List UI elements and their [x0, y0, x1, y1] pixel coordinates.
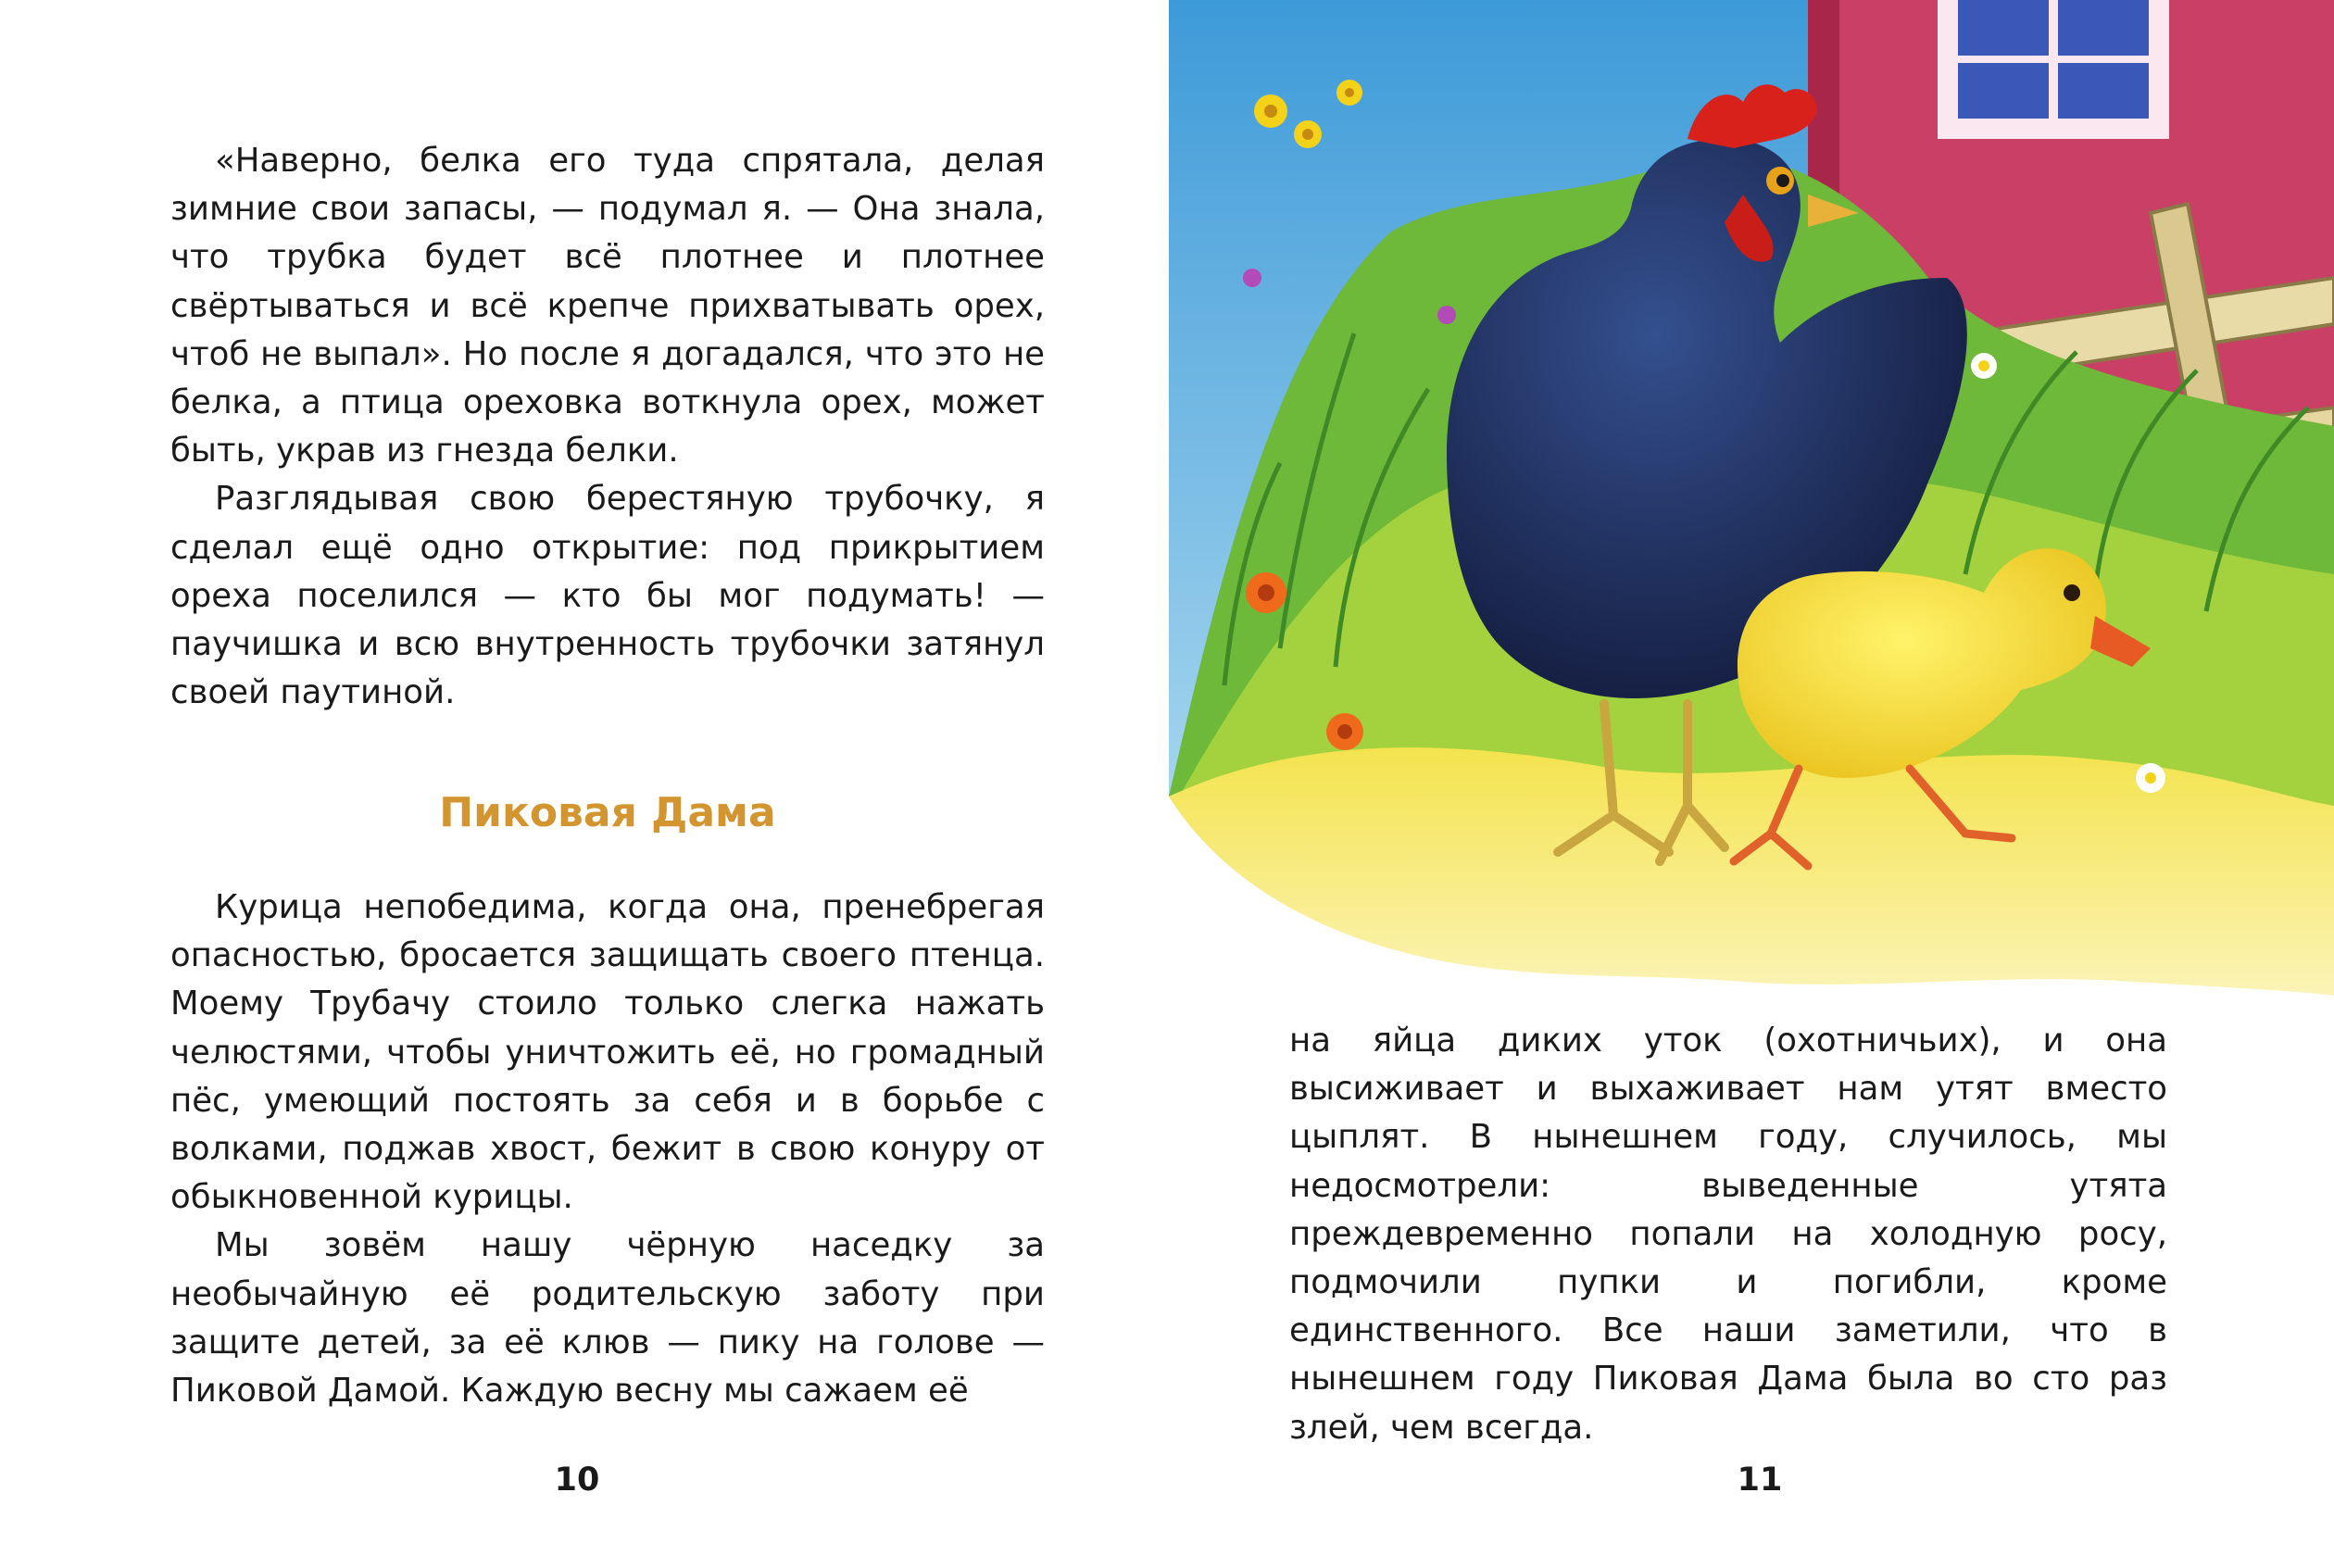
text-block-bottom [170, 884, 1045, 1415]
paragraph: «Наверно, белка его туда спрятала, делая зимние свои запасы, — подумал я. — Она знала, что трубка будет всё плотнее и плотнее свёртываться и всё крепче прихватывать орех, чтоб не выпал». Но после я догадался, что это не белка, а птица ореховка воткнула орех, может быть, украв из гнезда белки. [170, 142, 1045, 470]
paragraph: Мы зовём нашу чёрную наседку за необычайную её родительскую заботу при защите детей, за её клюв — пику на голове — Пиковой Дамой. Каждую весну мы сажаем её [170, 1226, 1045, 1411]
page-number: 11 [1737, 1461, 1783, 1499]
paragraph: Разглядывая свою берестяную трубочку, я сделал ещё одно открытие: под прикрытием ореха поселился — кто бы мог подумать! — паучишка и всю внутренность трубочки затянул своей паутиной. [170, 480, 1045, 712]
text-block-top [170, 137, 1045, 717]
text-block-right [1289, 1017, 2167, 1452]
chapter-heading: Пиковая Дама [439, 789, 776, 836]
paragraph: Курица непобедима, когда она, пренебрегая опасностью, бросается защищать своего птенца. Моему Трубачу стоило только слегка нажать челюстями, чтобы уничтожить её, но громадный пёс, умеющий постоять за себя и в борьбе с волками, поджав хвост, бежит в свою конуру от обыкновенной курицы. [170, 888, 1045, 1217]
paragraph: на яйца диких уток (охотничьих), и она высиживает и выхаживает нам утят вместо цыплят. В нынешнем году, случилось, мы недосмотрели: выведенные утята преждевременно попали на холодную росу, подмочили пупки и погибли, кроме единственного. Все наши заметили, что в нынешнем году Пиковая Дама была во сто раз злей, чем всегда. [1289, 1022, 2167, 1447]
page-number: 10 [554, 1461, 600, 1499]
